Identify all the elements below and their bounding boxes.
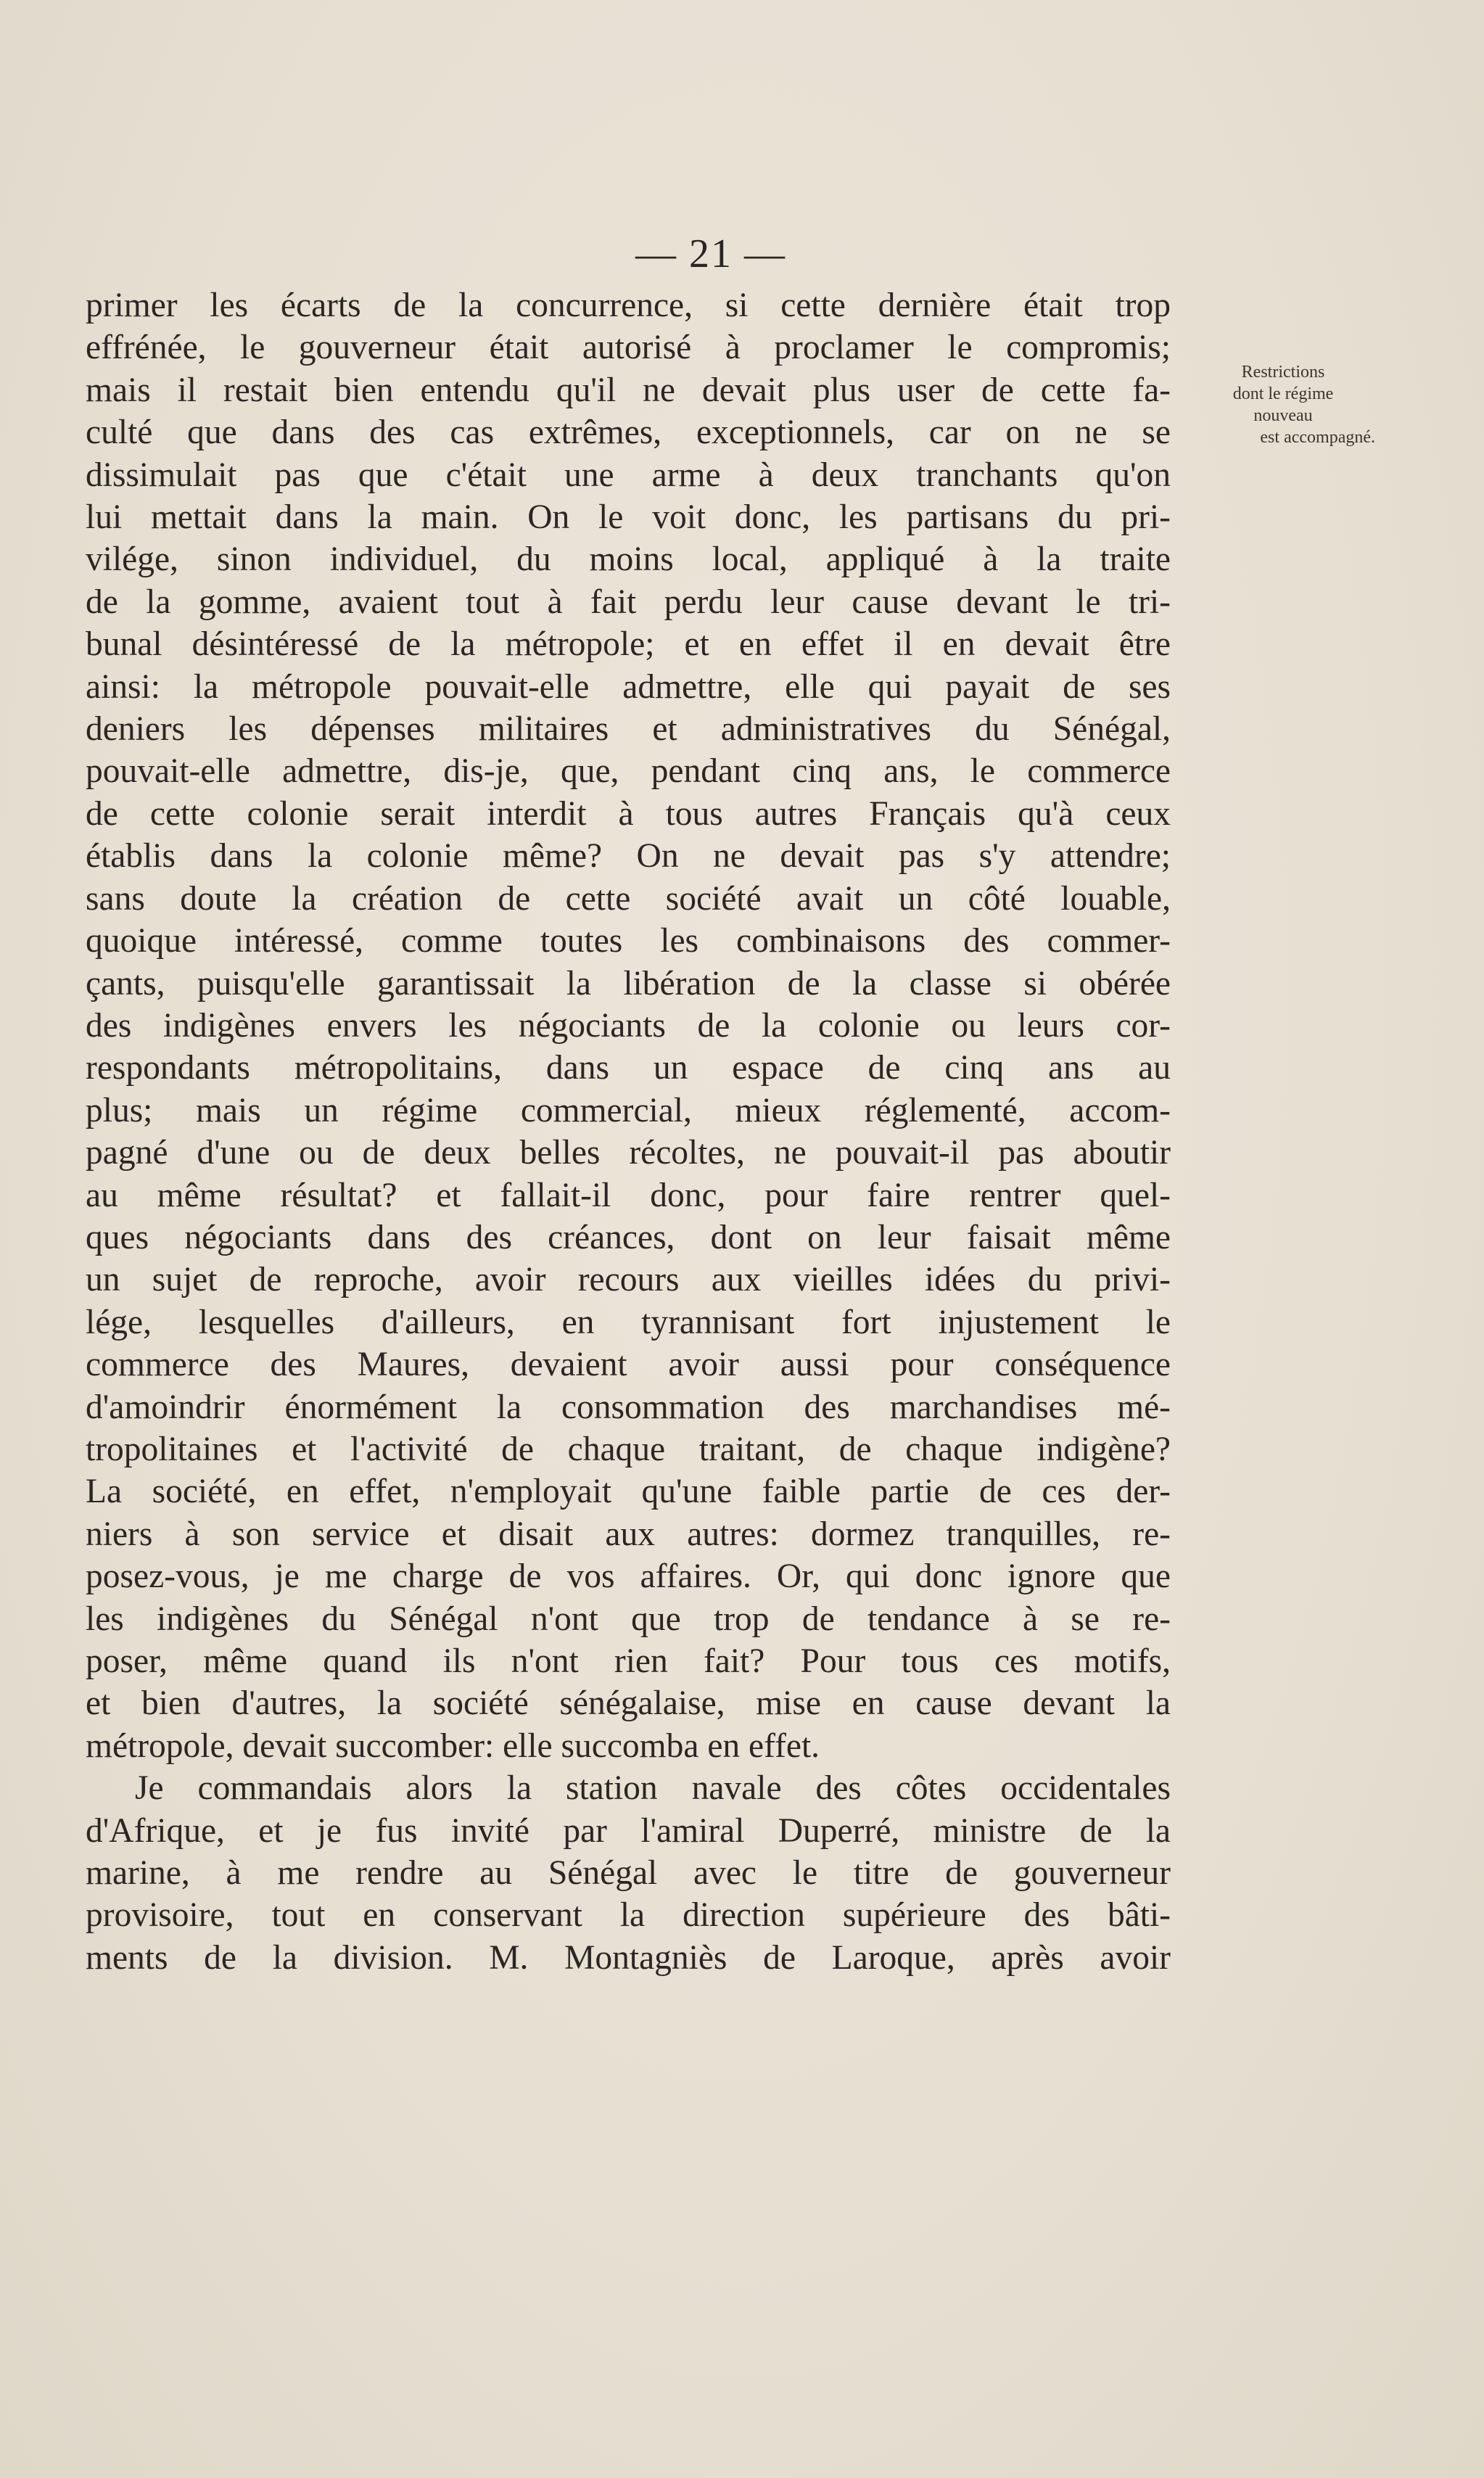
- text-line: effrénée, le gouverneur était autorisé à proclamer le compromis;: [86, 329, 1171, 367]
- text-line: des indigènes envers les négociants de la colonie ou leurs cor-: [86, 1006, 1171, 1045]
- text-line: vilége, sinon individuel, du moins local, appliqué à la traite: [86, 540, 1171, 579]
- text-line: ques négociants dans des créances, dont on leur faisait même: [86, 1218, 1171, 1256]
- margin-note-line: dont le régime: [1232, 384, 1334, 403]
- text-line: primer les écarts de la concurrence, si cette dernière était trop: [86, 287, 1171, 324]
- margin-note: [1178, 361, 1388, 448]
- text-line: d'Afrique, et je fus invité par l'amiral Duperré, ministre de la: [86, 1811, 1171, 1850]
- text-line: les indigènes du Sénégal n'ont que trop de tendance à se re-: [86, 1600, 1171, 1638]
- text-line: d'amoindrir énormément la consommation des marchandises mé-: [86, 1388, 1171, 1426]
- margin-note-line: nouveau: [1253, 406, 1313, 425]
- text-line: commerce des Maures, devaient avoir aussi pour conséquence: [86, 1346, 1171, 1384]
- text-line: métropole, devait succomber: elle succomba en effet.: [86, 1726, 820, 1765]
- text-line: dissimulait pas que c'était une arme à deux tranchants qu'on: [86, 456, 1171, 494]
- text-line: un sujet de reproche, avoir recours aux vieilles idées du privi-: [86, 1261, 1171, 1299]
- text-line: Je commandais alors la station navale des côtes occidentales: [135, 1769, 1171, 1808]
- margin-note-line: est accompagné.: [1260, 428, 1375, 447]
- text-line: ments de la division. M. Montagniès de Laroque, après avoir: [86, 1938, 1171, 1977]
- text-line: culté que dans des cas extrêmes, exceptionnels, car on ne se: [86, 413, 1171, 452]
- text-line: sans doute la création de cette société avait un côté louable,: [86, 879, 1171, 918]
- text-line: au même résultat? et fallait-il donc, pour faire rentrer quel-: [86, 1176, 1171, 1214]
- text-line: deniers les dépenses militaires et administratives du Sénégal,: [86, 710, 1171, 749]
- text-line: respondants métropolitains, dans un espace de cinq ans au: [86, 1049, 1171, 1087]
- text-line: établis dans la colonie même? On ne devait pas s'y attendre;: [86, 837, 1171, 876]
- text-line: de la gomme, avaient tout à fait perdu leur cause devant le tri-: [86, 583, 1171, 621]
- text-line: bunal désintéressé de la métropole; et en effet il en devait être: [86, 625, 1171, 664]
- text-line: provisoire, tout en conservant la direction supérieure des bâti-: [86, 1896, 1171, 1935]
- text-line: marine, à me rendre au Sénégal avec le titre de gouverneur: [86, 1854, 1171, 1893]
- text-line: plus; mais un régime commercial, mieux réglementé, accom-: [86, 1091, 1171, 1129]
- text-line: lui mettait dans la main. On le voit donc, les partisans du pri-: [86, 498, 1171, 537]
- body-text: [86, 284, 1171, 1979]
- text-line: de cette colonie serait interdit à tous autres Français qu'à ceux: [86, 794, 1171, 833]
- margin-note-line: Restrictions: [1241, 363, 1325, 382]
- text-line: et bien d'autres, la société sénégalaise, mise en cause devant la: [86, 1684, 1171, 1723]
- text-line: lége, lesquelles d'ailleurs, en tyrannisant fort injustement le: [86, 1303, 1171, 1341]
- text-line: pouvait-elle admettre, dis-je, que, pendant cinq ans, le commerce: [86, 752, 1171, 791]
- text-line: poser, même quand ils n'ont rien fait? Pour tous ces motifs,: [86, 1642, 1171, 1680]
- text-line: ainsi: la métropole pouvait-elle admettre, elle qui payait de ses: [86, 667, 1171, 706]
- text-line: çants, puisqu'elle garantissait la libération de la classe si obérée: [86, 964, 1171, 1003]
- page-number: — 21 —: [635, 231, 786, 276]
- text-line: pagné d'une ou de deux belles récoltes, ne pouvait-il pas aboutir: [86, 1134, 1171, 1172]
- text-line: tropolitaines et l'activité de chaque traitant, de chaque indigène?: [86, 1430, 1171, 1468]
- text-line: niers à son service et disait aux autres: dormez tranquilles, re-: [86, 1515, 1171, 1553]
- text-line: quoique intéressé, comme toutes les combinaisons des commer-: [86, 922, 1171, 960]
- text-line: posez-vous, je me charge de vos affaires. Or, qui donc ignore que: [86, 1557, 1171, 1596]
- text-line: mais il restait bien entendu qu'il ne devait plus user de cette fa-: [86, 371, 1171, 409]
- text-line: La société, en effet, n'employait qu'une faible partie de ces der-: [86, 1473, 1171, 1511]
